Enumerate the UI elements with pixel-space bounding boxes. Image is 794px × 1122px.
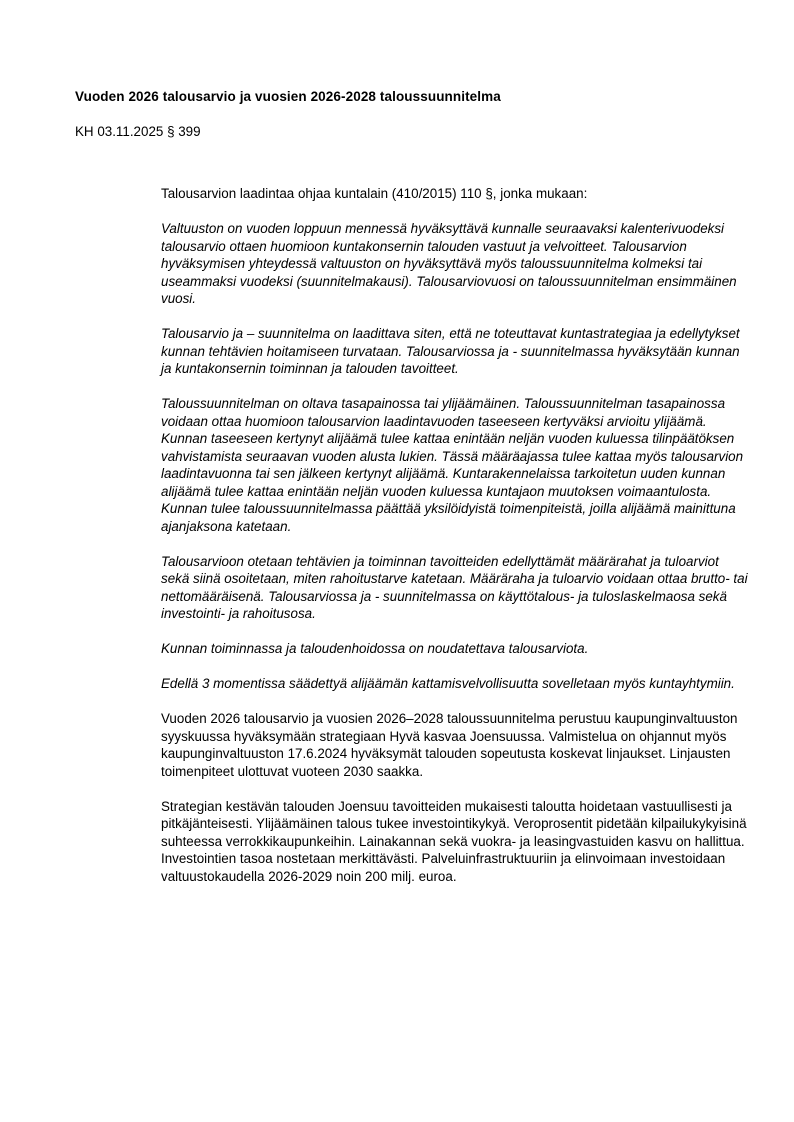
body-paragraph-1: Vuoden 2026 talousarvio ja vuosien 2026–2028 taloussuunnitelma perustuu kaupunginvaltuuston syyskuussa hyväksymään strategiaan Hyvä kasvaa Joensuussa. Valmistelua on ohjannut myös kaupunginvaltuuston 17.6.2024 hyväksymät talouden sopeutusta koskevat linjaukset. Linjausten toimenpiteet ulottuvat vuoteen 2030 saakka. [161, 711, 738, 779]
document-body [161, 185, 749, 885]
quote-paragraph-4: Talousarvioon otetaan tehtävien ja toiminnan tavoitteiden edellyttämät määrärahat ja tuloarviot sekä siinä osoitetaan, miten rahoitustarve katetaan. Määräraha ja tuloarvio voidaan ottaa brutto- tai nettomääräisenä. Talousarviossa ja - suunnitelmassa on käyttötalous- ja tuloslaskelmaosa sekä investointi- ja rahoitusosa. [161, 553, 748, 621]
document-title: Vuoden 2026 talousarvio ja vuosien 2026-2028 taloussuunnitelma [75, 89, 501, 104]
quote-paragraph-3: Taloussuunnitelman on oltava tasapainossa tai ylijäämäinen. Taloussuunnitelman tasapainossa voidaan ottaa huomioon talousarvion laadintavuoden taseeseen kertyväksi arvioitu ylijäämä. Kunnan taseeseen kertynyt alijäämä tulee kattaa enintään neljän vuoden kuluessa tilinpäätöksen vahvistamista seuraavan vuoden alusta lukien. Tässä määräajassa tulee kattaa myös talousarvion laadintavuonna tai sen jälkeen kertynyt alijäämä. Kuntarakennelaissa tarkoitetun uuden kunnan alijäämä tulee kattaa enintään neljän vuoden kuluessa kuntajaon muutoksen voimaantulosta. Kunnan tulee taloussuunnitelmassa päättää yksilöidyistä toimenpiteistä, joilla alijäämä mainittuna ajanjaksona katetaan. [161, 396, 744, 534]
quote-paragraph-5: Kunnan toiminnassa ja taloudenhoidossa on noudatettava talousarviota. [161, 641, 589, 656]
quote-paragraph-6: Edellä 3 momentissa säädettyä alijäämän kattamisvelvollisuutta sovelletaan myös kuntayhtymiin. [161, 676, 735, 691]
document-reference: KH 03.11.2025 § 399 [75, 124, 201, 139]
body-paragraph-2: Strategian kestävän talouden Joensuu tavoitteiden mukaisesti taloutta hoidetaan vastuullisesti ja pitkäjänteisesti. Ylijäämäinen talous tukee investointikykyä. Veroprosentit pidetään kilpailukykyisinä suhteessa verrokkikaupunkeihin. Lainakannan sekä vuokra- ja leasingvastuiden kasvu on hallittua. Investointien tasoa nostetaan merkittävästi. Palveluinfrastruktuuriin ja elinvoimaan investoidaan valtuustokaudella 2026-2029 noin 200 milj. euroa. [161, 798, 747, 884]
quote-paragraph-1: Valtuuston on vuoden loppuun mennessä hyväksyttävä kunnalle seuraavaksi kalenterivuodeksi talousarvio ottaen huomioon kuntakonsernin talouden vastuut ja velvoitteet. Talousarvion hyväksymisen yhteydessä valtuuston on hyväksyttävä myös taloussuunnitelma kolmeksi tai useammaksi vuodeksi (suunnitelmakausi). Talousarviovuosi on taloussuunnitelman ensimmäinen vuosi. [161, 221, 737, 306]
intro-paragraph: Talousarvion laadintaa ohjaa kuntalain (410/2015) 110 §, jonka mukaan: [161, 186, 588, 201]
quote-paragraph-2: Talousarvio ja – suunnitelma on laadittava siten, että ne toteuttavat kuntastrategiaa ja edellytykset kunnan tehtävien hoitamiseen turvataan. Talousarviossa ja - suunnitelmassa hyväksytään kunnan ja kuntakonsernin toiminnan ja talouden tavoitteet. [161, 326, 740, 376]
